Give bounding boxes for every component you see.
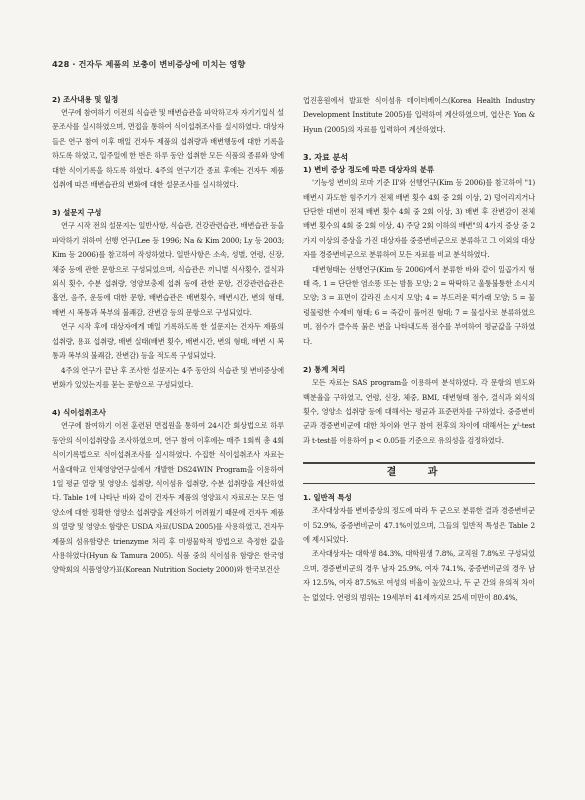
section-dietary-survey-title: 4) 식이섭취조사 [52, 408, 106, 418]
paragraph: '기능성 변비의 로마 기준 II'와 선행연구(Kim 등 2006)를 참고하여 "1) 배변시 과도한 힘주기가 전체 배변 횟수 4회 중 2회 이상, 2) 덩어리지거나 단단한 대변이 전체 배변 횟수 4회 중 2회 이상, 3) 배변 후 잔변감이 전체 배변 횟수의 4회 중 2회 이상, 4) 주당 2회 이하의 배변"의 4가지 증상 중 2가지 이상의 증상을 가진 대상자를 중증변비군으로 분류하고 그 이외의 대상자를 경증변비군으로 분류하여 모든 자료를 비교 분석하였다. [303, 178, 535, 260]
paragraph: 조사대상자는 대학생 84.3%, 대학원생 7.8%, 교직원 7.8%로 구성되었으며, 경증변비군의 경우 남자 25.9%, 여자 74.1%, 중증변비군의 경우 남자 12.5%, 여자 87.5%로 여성의 비율이 높았으나, 두 군 간의 유의적 차이는 없었다. 연령의 범위는 19세부터 41세까지로 25세 미만이 80.4%, [303, 549, 535, 602]
paragraph: 대변형태는 선행연구(Kim 등 2006)에서 분류한 바와 같이 일곱가지 형태 즉, 1 = 단단한 염소똥 또는 밤톨 모양; 2 = 딱딱하고 울퉁불퉁한 소시지 모양; 3 = 표면이 갈라진 소시지 모양; 4 = 부드러운 떡가래 모양; 5 = 물렁물렁한 수제비 형태; 6 = 죽같이 풀어진 형태; 7 = 물설사로 분류하였으며, 점수가 클수록 묽은 변을 나타내도록 점수를 부여하여 평균값을 구하였다. [303, 264, 535, 346]
results-title: 결 과 [386, 467, 452, 479]
paragraph: 연구에 참여하기 이전 훈련된 면접원을 통하여 24시간 회상법으로 하루 동안의 식이섭취량을 조사하였으며, 연구 참여 이후에는 매주 1회씩 총 4회 식이기록법으로 식이섭취조사를 실시하였다. 수집한 식이섭취조사 자료는 서울대학교 인체영양연구실에서 개발한 DS24WIN Program을 이용하여 1일 평균 열량 및 영양소 섭취량, 식이섬유 섭취량, 수분 섭취량을 계산하였다. Table 1에 나타난 바와 같이 건자두 제품의 영양표시 자료로는 모든 영양소에 대한 정확한 영양소 섭취량을 계산하기 어려웠기 때문에 건자두 제품의 열량 및 영양소 함량은 USDA 자료(USDA 2005)를 사용하였고, 건자두 제품의 섬유함량은 trienzyme 처리 후 미생물학적 방법으로 측정한 값을 사용하였다(Hyun & Tamura 2005). 식품 중의 식이섬유 함량은 한국영양학회의 식품영양가표(Korean Nutrition Society 2000)와 한국보건산 [52, 421, 284, 575]
paragraph: 조사대상자를 변비증상의 정도에 따라 두 군으로 분류한 결과 경증변비군이 52.9%, 중증변비군이 47.1%이었으며, 그들의 일반적 특성은 Table 2에 제시되었다. [303, 506, 535, 544]
right-column [303, 94, 535, 605]
section-general-characteristics-title: 1. 일반적 특성 [303, 493, 352, 503]
paragraph: 모든 자료는 SAS program을 이용하여 분석하였다. 각 문항의 빈도와 백분율을 구하였고, 연령, 신장, 체중, BMI, 대변형태 점수, 결식과 외식의 횟수, 영양소 섭취량 등에 대해서는 평균과 표준편차를 구하였다. 중증변비군과 경증변비군에 대한 차이와 연구 참여 전후의 차이에 대해서는 χ²-test과 t-test를 이용하여 p < 0.05를 기준으로 유의성을 검정하였다. [303, 378, 535, 445]
paragraph: 연구 시작 전의 설문지는 일반사항, 식습관, 건강관련습관, 배변습관 등을 파악하기 위하여 선행 연구(Lee 등 1996; Na & Kim 2000; Ly 등 2003; Kim 등 2006)를 참고하여 작성하였다. 일반사항은 소속, 성별, 연령, 신장, 체중 등에 관한 문항으로 구성되었으며, 식습관은 끼니별 식사횟수, 결식과 외식 횟수, 수분 섭취량, 영양보충제 섭취 등에 관한 문항, 건강관련습관은 흡연, 음주, 운동에 대한 문항, 배변습관은 배변횟수, 배변시간, 변의 형태, 배변 시 복통과 복부의 불쾌감, 잔변감 등의 문항으로 구성되었다. [52, 221, 284, 317]
section-questionnaire-title: 3) 설문지 구성 [52, 208, 102, 218]
left-column [52, 94, 284, 578]
rule [303, 462, 535, 464]
running-head: 428 · 건자두 제품의 보충이 변비증상에 미치는 영향 [52, 59, 246, 69]
rule [303, 483, 535, 484]
section-classification-title: 1) 변비 증상 정도에 따른 대상자의 분류 [303, 165, 435, 175]
paragraph: 4주의 연구가 끝난 후 조사한 설문지는 4주 동안의 식습관 및 변비증상에 변화가 있었는지를 묻는 문항으로 구성되었다. [52, 365, 284, 389]
results-header [303, 456, 535, 492]
paragraph: 연구 시작 후에 대상자에게 매일 기록하도록 한 설문지는 건자두 제품의 섭취량, 용표 섭취량, 배변 실태(배변 횟수, 배변시간, 변의 형태, 배변 시 복통과 복부의 불쾌감, 잔변감) 등을 적도록 구성되었다. [52, 322, 284, 361]
section-survey-schedule-title: 2) 조사내용 및 일정 [52, 95, 119, 104]
paragraph: 연구에 참여하기 이전의 식습관 및 배변습관을 파악하고자 자기기입식 설문조사를 실시하였으며, 면접을 통하여 식이섭취조사를 실시하였다. 대상자들은 연구 참여 이후 매일 건자두 제품의 섭취량과 배변행동에 대한 기록을 하도록 하였고, 일주일에 한 번은 하루 동안 섭취한 모든 식품의 종류와 양에 대한 식이기록을 하도록 하였다. 4주의 연구기간 종료 후에는 건자두 제품 섭취에 따른 배변습관의 변화에 대한 설문조사를 실시하였다. [52, 108, 284, 190]
paragraph: 업진흥원에서 발표한 식이섬유 데이터베이스(Korea Health Industry Development Institute 2005)를 입력하여 계산하였으며, 엽산은 Yon & Hyun (2005)의 자료를 입력하여 계산하였다. [303, 96, 535, 134]
section-data-analysis-title: 3. 자료 분석 [303, 153, 349, 163]
section-statistics-title: 2) 통계 처리 [303, 365, 346, 375]
